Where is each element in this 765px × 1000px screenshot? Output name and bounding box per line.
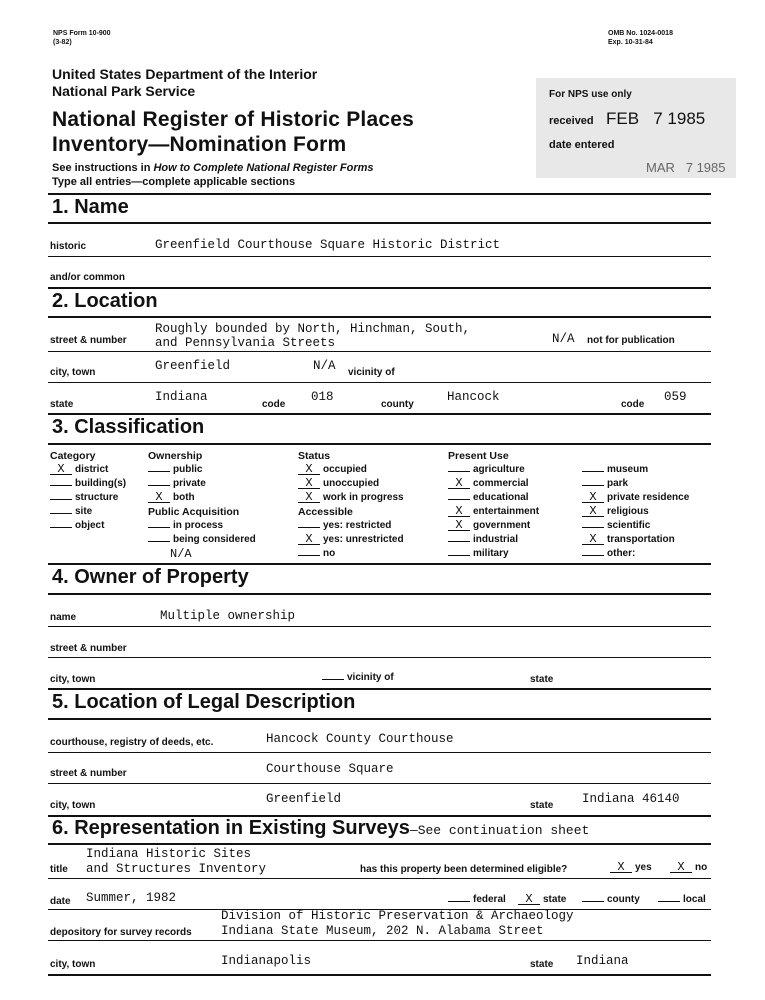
form-date: (3-82) <box>53 39 72 46</box>
legal-state-value: Indiana 46140 <box>582 792 680 806</box>
status-option[interactable]: X unoccupied <box>298 478 379 489</box>
state-value: Indiana <box>155 390 208 404</box>
present-use-heading: Present Use <box>448 450 509 462</box>
present-use-option[interactable]: X commercial <box>448 478 529 489</box>
owner-vicinity[interactable]: vicinity of <box>322 672 394 683</box>
ownership-heading: Ownership <box>148 450 203 462</box>
section-5-title: 5. Location of Legal Description <box>52 691 356 713</box>
county-value: Hancock <box>447 390 500 404</box>
owner-state-label: state <box>530 674 554 685</box>
depository-city-value: Indianapolis <box>221 954 312 968</box>
present-use-option[interactable]: scientific <box>582 520 650 531</box>
legal-street-label: street & number <box>50 768 127 779</box>
vicinity-value: N/A <box>313 359 336 373</box>
present-use-option[interactable]: agriculture <box>448 464 525 475</box>
category-option[interactable]: object <box>50 520 104 531</box>
expiration-date: Exp. 10-31-84 <box>608 39 653 46</box>
acquisition-note: N/A <box>170 547 192 561</box>
status-heading: Status <box>298 450 331 462</box>
courthouse-label: courthouse, registry of deeds, etc. <box>50 737 214 748</box>
state-code-value: 018 <box>311 390 334 404</box>
survey-title-label: title <box>50 864 68 875</box>
date-entered-label: date entered <box>549 139 615 151</box>
ownership-option[interactable]: private <box>148 478 206 489</box>
not-for-publication-mark: N/A <box>552 332 575 346</box>
depository-state-value: Indiana <box>576 954 629 968</box>
date-entered-stamp: MAR 7 1985 <box>646 160 726 175</box>
acquisition-option[interactable]: being considered <box>148 534 256 545</box>
survey-level-county[interactable]: county <box>582 894 640 905</box>
status-option[interactable]: X work in progress <box>298 492 404 503</box>
accessible-heading: Accessible <box>298 506 353 518</box>
owner-name-value: Multiple ownership <box>160 609 296 623</box>
accessible-option[interactable]: yes: restricted <box>298 520 391 531</box>
form-number: NPS Form 10-900 <box>53 30 111 37</box>
instructions-line2: Type all entries—complete applicable sections <box>52 176 296 188</box>
historic-label: historic <box>50 241 87 252</box>
survey-date-value: Summer, 1982 <box>86 891 177 905</box>
status-option[interactable]: X occupied <box>298 464 367 475</box>
category-option[interactable]: building(s) <box>50 478 126 489</box>
category-option[interactable]: structure <box>50 492 118 503</box>
depository-value-line1: Division of Historic Preservation & Archaeology <box>221 909 574 923</box>
accessible-option[interactable]: X yes: unrestricted <box>298 534 404 545</box>
city-value: Greenfield <box>155 359 231 373</box>
category-heading: Category <box>50 450 96 462</box>
ownership-option[interactable]: X both <box>148 492 195 503</box>
present-use-option[interactable]: other: <box>582 548 635 559</box>
legal-city-label: city, town <box>50 800 96 811</box>
depository-state-label: state <box>530 959 554 970</box>
owner-city-label: city, town <box>50 674 96 685</box>
present-use-option[interactable]: park <box>582 478 628 489</box>
nps-use-heading: For NPS use only <box>549 89 632 100</box>
not-for-publication-label: not for publication <box>587 335 675 346</box>
received-stamp: FEB 7 1985 <box>606 109 706 128</box>
survey-title-value-line1: Indiana Historic Sites <box>86 847 252 861</box>
acquisition-heading: Public Acquisition <box>148 506 240 518</box>
street-number-label: street & number <box>50 335 127 346</box>
department-name: United States Department of the Interior <box>52 66 318 82</box>
form-title-line2: Inventory—Nomination Form <box>52 133 347 156</box>
street-value-line1: Roughly bounded by North, Hinchman, South, <box>155 322 471 336</box>
category-option[interactable]: site <box>50 506 92 517</box>
county-code-label: code <box>621 399 645 410</box>
survey-level-local[interactable]: local <box>658 894 706 905</box>
omb-number: OMB No. 1024-0018 <box>608 30 673 37</box>
survey-level-state[interactable]: X state <box>518 894 566 905</box>
section-4-title: 4. Owner of Property <box>52 566 249 588</box>
legal-city-value: Greenfield <box>266 792 342 806</box>
eligible-question: has this property been determined eligible? <box>360 864 568 875</box>
section-2-title: 2. Location <box>52 290 158 312</box>
common-name-label: and/or common <box>50 272 126 283</box>
present-use-option[interactable]: industrial <box>448 534 518 545</box>
present-use-option[interactable]: X transportation <box>582 534 675 545</box>
survey-level-federal[interactable]: federal <box>448 894 506 905</box>
depository-label: depository for survey records <box>50 927 192 938</box>
present-use-option[interactable]: X religious <box>582 506 649 517</box>
present-use-option[interactable]: military <box>448 548 509 559</box>
survey-date-label: date <box>50 896 71 907</box>
instructions-line1: See instructions in How to Complete National Register Forms <box>52 162 374 174</box>
present-use-option[interactable]: museum <box>582 464 648 475</box>
category-option[interactable]: X district <box>50 464 108 475</box>
present-use-option[interactable]: X government <box>448 520 530 531</box>
legal-street-value: Courthouse Square <box>266 762 394 776</box>
accessible-option[interactable]: no <box>298 548 335 559</box>
eligible-yes[interactable]: X yes <box>610 862 652 873</box>
section-3-title: 3. Classification <box>52 416 205 438</box>
survey-title-value-line2: and Structures Inventory <box>86 862 267 876</box>
vicinity-label: vicinity of <box>348 367 395 378</box>
present-use-option[interactable]: X private residence <box>582 492 689 503</box>
service-name: National Park Service <box>52 83 196 99</box>
depository-value-line2: Indiana State Museum, 202 N. Alabama Street <box>221 924 544 938</box>
eligible-no[interactable]: X no <box>670 862 707 873</box>
street-value-line2: and Pennsylvania Streets <box>155 336 336 350</box>
depository-city-label: city, town <box>50 959 96 970</box>
section-6-title: 6. Representation in Existing Surveys—See continuation sheet <box>52 817 590 839</box>
section-1-title: 1. Name <box>52 196 129 218</box>
acquisition-option[interactable]: in process <box>148 520 223 531</box>
state-code-label: code <box>262 399 286 410</box>
state-label: state <box>50 399 74 410</box>
legal-state-label: state <box>530 800 554 811</box>
owner-street-label: street & number <box>50 643 127 654</box>
form-title-line1: National Register of Historic Places <box>52 108 414 131</box>
county-code-value: 059 <box>664 390 687 404</box>
historic-name-value: Greenfield Courthouse Square Historic District <box>155 238 501 252</box>
ownership-option[interactable]: public <box>148 464 202 475</box>
present-use-option[interactable]: educational <box>448 492 529 503</box>
present-use-option[interactable]: X entertainment <box>448 506 539 517</box>
received-label: received <box>549 115 594 127</box>
courthouse-value: Hancock County Courthouse <box>266 732 454 746</box>
city-label: city, town <box>50 367 96 378</box>
county-label: county <box>381 399 414 410</box>
owner-name-label: name <box>50 612 77 623</box>
